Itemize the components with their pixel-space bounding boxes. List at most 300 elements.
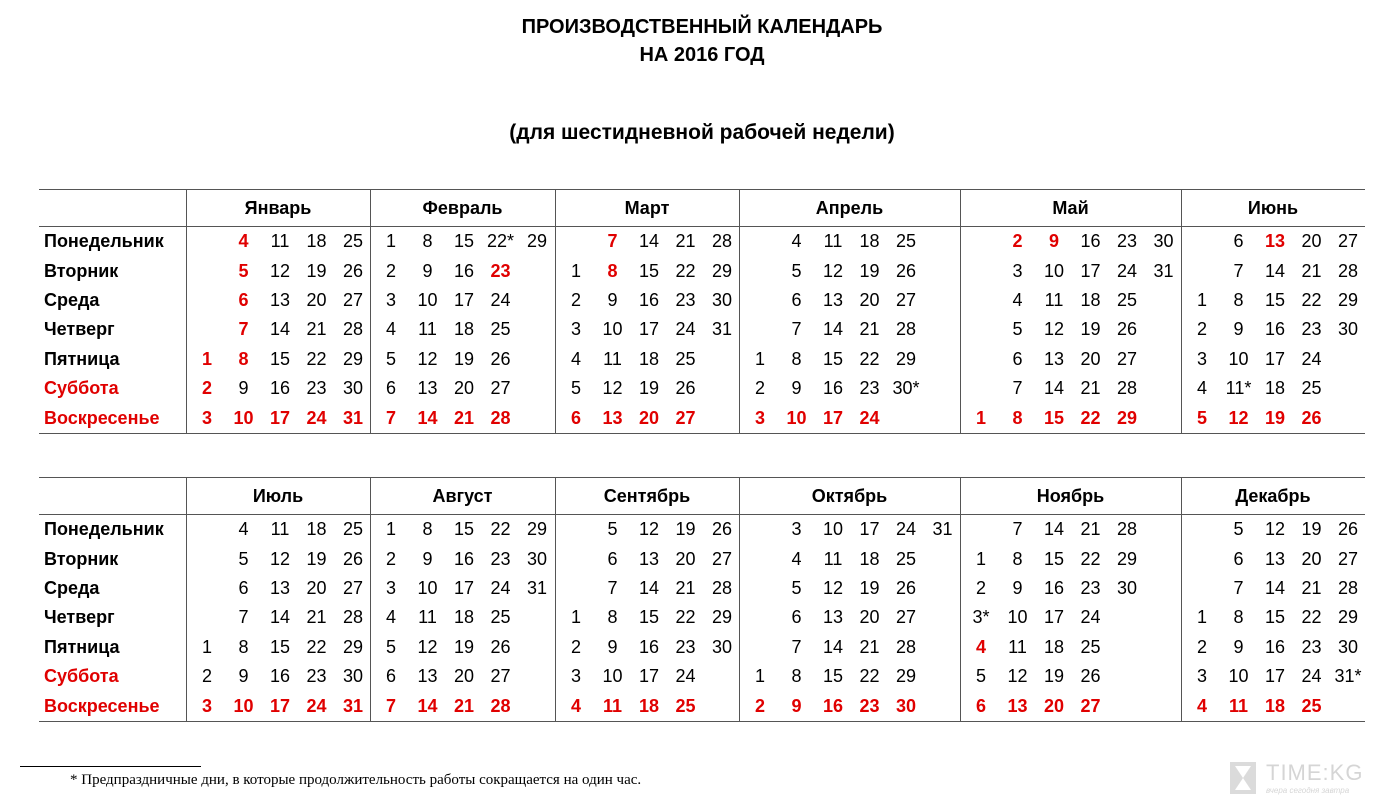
day-number: 28: [1337, 261, 1359, 281]
month-header: Сентябрь: [603, 486, 691, 506]
day-number: 11: [823, 231, 843, 251]
day-number: 30: [342, 666, 364, 686]
day-number: 14: [638, 578, 660, 598]
day-number: 10: [1043, 261, 1065, 281]
day-number: 22: [859, 666, 880, 686]
day-number: 22: [1080, 549, 1101, 569]
day-number: 18: [1043, 637, 1065, 657]
day-number: 8: [791, 666, 802, 686]
day-number: 18: [1264, 378, 1286, 398]
day-number: 5: [238, 261, 249, 281]
day-number: 19: [306, 261, 327, 281]
day-number: 26: [342, 261, 364, 281]
day-number: 11: [418, 319, 437, 339]
day-number: 13: [417, 378, 438, 398]
day-number: 7: [791, 637, 802, 657]
day-number: 19: [1080, 319, 1101, 339]
day-number: 22: [859, 349, 880, 369]
day-number: 11: [1044, 290, 1064, 310]
day-number: 23: [675, 290, 696, 310]
day-number: 18: [859, 231, 880, 251]
day-number: 4: [791, 549, 802, 569]
logo: [1230, 760, 1375, 798]
day-number: 14: [1043, 519, 1065, 539]
day-number: 8: [1233, 607, 1244, 627]
weekday-label: Среда: [44, 290, 100, 310]
day-number: 2: [201, 666, 212, 686]
day-number: 2: [1196, 637, 1207, 657]
weekday-label: Воскресенье: [44, 408, 160, 428]
day-number: 16: [1264, 637, 1286, 657]
day-number: 25: [895, 549, 917, 569]
day-number: 21: [1301, 261, 1322, 281]
day-number: 7: [607, 578, 618, 598]
day-number: 26: [342, 549, 364, 569]
day-number: 12: [1043, 319, 1065, 339]
day-number: 30: [1153, 231, 1174, 251]
day-number: 13: [602, 408, 623, 428]
day-number: 15: [638, 607, 660, 627]
day-number: 31: [526, 578, 548, 598]
page-subtitle: (для шестидневной рабочей недели): [509, 121, 895, 144]
day-number: 1: [975, 549, 986, 569]
day-number: 24: [306, 696, 327, 716]
day-number: 28: [711, 578, 733, 598]
day-number: 22: [306, 349, 327, 369]
day-number: 3: [791, 519, 802, 539]
day-number: 30: [526, 549, 548, 569]
month-header: Февраль: [422, 198, 503, 218]
day-number: 15: [1043, 549, 1065, 569]
day-number: 23: [490, 261, 511, 281]
column-divider: [960, 190, 961, 433]
day-number: 9: [791, 378, 802, 398]
day-number: 12: [417, 637, 438, 657]
day-number: 14: [269, 319, 291, 339]
day-number: 29: [1337, 290, 1359, 310]
day-number: 20: [306, 578, 327, 598]
footnote: * Предпраздничные дни, в которые продолжительность работы сокращается на один час.: [70, 772, 642, 788]
day-number: 30*: [892, 378, 920, 398]
day-number: 4: [570, 349, 581, 369]
day-number: 23: [859, 378, 880, 398]
day-number: 26: [675, 378, 696, 398]
day-number: 28: [342, 607, 364, 627]
day-number: 7: [791, 319, 802, 339]
day-number: 20: [453, 666, 475, 686]
column-divider: [370, 478, 371, 721]
day-number: 29: [1116, 549, 1138, 569]
day-number: 4: [385, 607, 396, 627]
day-number: 27: [1080, 696, 1101, 716]
day-number: 15: [638, 261, 660, 281]
day-number: 5: [791, 261, 802, 281]
day-number: 23: [490, 549, 511, 569]
day-number: 27: [675, 408, 696, 428]
day-number: 31: [342, 696, 364, 716]
day-number: 31: [711, 319, 733, 339]
day-number: 19: [1301, 519, 1322, 539]
day-number: 11: [1228, 696, 1249, 716]
day-number: 26: [895, 578, 917, 598]
column-divider: [555, 478, 556, 721]
day-number: 3: [754, 408, 765, 428]
day-number: 16: [269, 666, 291, 686]
day-number: 1: [570, 607, 581, 627]
day-number: 12: [822, 578, 844, 598]
day-number: 17: [1264, 349, 1286, 369]
day-number: 10: [602, 666, 623, 686]
hourglass-icon: [1230, 762, 1256, 794]
day-number: 13: [638, 549, 660, 569]
day-number: 5: [1233, 519, 1244, 539]
day-number: 11: [603, 349, 622, 369]
month-header: Июль: [252, 486, 304, 506]
day-number: 15: [269, 349, 291, 369]
day-number: 29: [526, 519, 548, 539]
day-number: 6: [1012, 349, 1023, 369]
day-number: 14: [822, 319, 844, 339]
day-number: 22*: [486, 231, 515, 251]
day-number: 30: [1337, 319, 1359, 339]
day-number: 12: [1228, 408, 1249, 428]
day-number: 3*: [972, 607, 990, 627]
day-number: 3: [1196, 349, 1207, 369]
day-number: 14: [1264, 261, 1286, 281]
day-number: 24: [675, 666, 696, 686]
day-number: 4: [238, 231, 249, 251]
day-number: 31: [342, 408, 364, 428]
day-number: 20: [1301, 231, 1322, 251]
day-number: 2: [385, 261, 396, 281]
weekday-label: Среда: [44, 578, 100, 598]
day-number: 6: [791, 290, 802, 310]
day-number: 6: [385, 666, 396, 686]
day-number: 25: [490, 319, 511, 339]
day-number: 19: [306, 549, 327, 569]
day-number: 16: [822, 696, 844, 716]
day-number: 23: [1301, 319, 1322, 339]
day-number: 24: [1301, 666, 1322, 686]
day-number: 11*: [1225, 378, 1252, 398]
day-number: 9: [422, 261, 433, 281]
day-number: 23: [306, 378, 327, 398]
day-number: 7: [1012, 378, 1023, 398]
day-number: 12: [417, 349, 438, 369]
day-number: 18: [306, 231, 327, 251]
day-number: 17: [859, 519, 880, 539]
column-divider: [739, 190, 740, 433]
day-number: 29: [711, 607, 733, 627]
day-number: 28: [490, 696, 511, 716]
day-number: 26: [1337, 519, 1359, 539]
weekday-label: Суббота: [44, 666, 119, 686]
day-number: 21: [1080, 378, 1101, 398]
day-number: 22: [675, 607, 696, 627]
day-number: 19: [453, 637, 475, 657]
day-number: 7: [1233, 578, 1244, 598]
day-number: 24: [490, 290, 511, 310]
day-number: 1: [201, 349, 212, 369]
day-number: 25: [1116, 290, 1138, 310]
day-number: 15: [1264, 290, 1286, 310]
day-number: 23: [1080, 578, 1101, 598]
day-number: 4: [385, 319, 396, 339]
column-divider: [186, 190, 187, 433]
day-number: 20: [859, 290, 880, 310]
month-header: Январь: [244, 198, 312, 218]
day-number: 21: [306, 319, 327, 339]
day-number: 28: [1116, 378, 1138, 398]
day-number: 3: [385, 290, 396, 310]
day-number: 12: [638, 519, 660, 539]
day-number: 30: [711, 290, 733, 310]
day-number: 10: [1228, 666, 1249, 686]
day-number: 20: [306, 290, 327, 310]
day-number: 2: [201, 378, 212, 398]
day-number: 3: [570, 666, 581, 686]
day-number: 6: [1233, 549, 1244, 569]
day-number: 25: [1301, 378, 1322, 398]
day-number: 14: [638, 231, 660, 251]
day-number: 11: [602, 696, 623, 716]
day-number: 10: [1228, 349, 1249, 369]
day-number: 24: [859, 408, 880, 428]
day-number: 13: [1007, 696, 1028, 716]
day-number: 14: [417, 408, 438, 428]
day-number: 28: [490, 408, 511, 428]
day-number: 5: [607, 519, 618, 539]
day-number: 23: [859, 696, 880, 716]
day-number: 20: [1080, 349, 1101, 369]
day-number: 2: [570, 290, 581, 310]
day-number: 27: [342, 290, 364, 310]
day-number: 11: [270, 231, 290, 251]
day-number: 8: [607, 607, 618, 627]
day-number: 27: [895, 607, 917, 627]
day-number: 6: [1233, 231, 1244, 251]
footnote-separator: [20, 766, 201, 767]
day-number: 13: [1264, 231, 1286, 251]
day-number: 8: [238, 637, 249, 657]
day-number: 22: [306, 637, 327, 657]
day-number: 14: [269, 607, 291, 627]
day-number: 19: [859, 578, 880, 598]
day-number: 8: [1233, 290, 1244, 310]
day-number: 10: [417, 578, 438, 598]
day-number: 5: [570, 378, 581, 398]
day-number: 2: [754, 378, 765, 398]
day-number: 13: [417, 666, 438, 686]
day-number: 1: [385, 231, 396, 251]
day-number: 18: [453, 319, 475, 339]
weekday-label: Четверг: [44, 319, 115, 339]
day-number: 15: [453, 231, 475, 251]
day-number: 27: [711, 549, 733, 569]
day-number: 9: [607, 637, 618, 657]
day-number: 8: [1012, 408, 1023, 428]
day-number: 21: [1301, 578, 1322, 598]
day-number: 9: [607, 290, 618, 310]
day-number: 17: [453, 578, 475, 598]
day-number: 21: [675, 578, 696, 598]
day-number: 23: [1301, 637, 1322, 657]
day-number: 21: [1080, 519, 1101, 539]
day-number: 17: [1080, 261, 1101, 281]
day-number: 2: [1196, 319, 1207, 339]
day-number: 10: [822, 519, 844, 539]
day-number: 25: [1080, 637, 1101, 657]
day-number: 21: [453, 696, 475, 716]
weekday-label: Понедельник: [44, 519, 164, 539]
day-number: 9: [1233, 319, 1244, 339]
day-number: 24: [490, 578, 511, 598]
day-number: 4: [791, 231, 802, 251]
day-number: 28: [342, 319, 364, 339]
day-number: 19: [638, 378, 660, 398]
day-number: 23: [675, 637, 696, 657]
day-number: 16: [638, 637, 660, 657]
day-number: 7: [385, 408, 396, 428]
day-number: 28: [895, 319, 917, 339]
day-number: 28: [1116, 519, 1138, 539]
day-number: 21: [306, 607, 327, 627]
day-number: 29: [895, 349, 917, 369]
day-number: 5: [385, 637, 396, 657]
weekday-label: Пятница: [44, 349, 120, 369]
column-divider: [739, 478, 740, 721]
day-number: 30: [1116, 578, 1138, 598]
column-divider: [1181, 478, 1182, 721]
column-divider: [1181, 190, 1182, 433]
day-number: 3: [201, 696, 212, 716]
day-number: 1: [754, 666, 765, 686]
day-number: 16: [453, 549, 475, 569]
day-number: 17: [1264, 666, 1286, 686]
day-number: 24: [1116, 261, 1138, 281]
day-number: 6: [238, 290, 249, 310]
day-number: 22: [675, 261, 696, 281]
day-number: 18: [859, 549, 880, 569]
day-number: 16: [269, 378, 291, 398]
day-number: 11: [418, 607, 437, 627]
day-number: 16: [822, 378, 844, 398]
day-number: 15: [269, 637, 291, 657]
day-number: 20: [453, 378, 475, 398]
day-number: 22: [490, 519, 511, 539]
day-number: 5: [975, 666, 986, 686]
day-number: 2: [1012, 231, 1023, 251]
weekday-label: Воскресенье: [44, 696, 160, 716]
day-number: 24: [895, 519, 917, 539]
day-number: 21: [675, 231, 696, 251]
day-number: 21: [453, 408, 475, 428]
day-number: 20: [859, 607, 880, 627]
day-number: 23: [1116, 231, 1138, 251]
day-number: 9: [422, 549, 433, 569]
day-number: 13: [1264, 549, 1286, 569]
day-number: 18: [1080, 290, 1101, 310]
day-number: 3: [570, 319, 581, 339]
day-number: 1: [201, 637, 212, 657]
day-number: 9: [238, 666, 249, 686]
weekday-label: Четверг: [44, 607, 115, 627]
day-number: 25: [490, 607, 511, 627]
day-number: 8: [607, 261, 618, 281]
weekday-label: Вторник: [44, 261, 119, 281]
day-number: 20: [1301, 549, 1322, 569]
day-number: 1: [385, 519, 396, 539]
day-number: 25: [675, 696, 696, 716]
day-number: 29: [1116, 408, 1138, 428]
day-number: 7: [607, 231, 618, 251]
day-number: 24: [306, 408, 327, 428]
page-title: ПРОИЗВОДСТВЕННЫЙ КАЛЕНДАРЬ: [521, 16, 883, 38]
day-number: 25: [1301, 696, 1322, 716]
day-number: 13: [1043, 349, 1065, 369]
day-number: 4: [975, 637, 986, 657]
month-header: Октябрь: [811, 486, 888, 506]
day-number: 10: [233, 408, 254, 428]
day-number: 2: [754, 696, 765, 716]
day-number: 27: [490, 378, 511, 398]
day-number: 22: [1301, 290, 1322, 310]
day-number: 5: [1196, 408, 1207, 428]
day-number: 1: [975, 408, 986, 428]
day-number: 10: [417, 290, 438, 310]
day-number: 8: [422, 519, 433, 539]
day-number: 17: [269, 696, 291, 716]
day-number: 26: [490, 349, 511, 369]
day-number: 26: [1301, 408, 1322, 428]
day-number: 14: [822, 637, 844, 657]
day-number: 17: [638, 666, 660, 686]
day-number: 4: [1012, 290, 1023, 310]
day-number: 7: [1233, 261, 1244, 281]
calendar-block-first-half: [39, 189, 1365, 434]
day-number: 18: [1264, 696, 1286, 716]
day-number: 17: [1043, 607, 1065, 627]
day-number: 14: [1264, 578, 1286, 598]
day-number: 12: [269, 549, 291, 569]
day-number: 19: [1264, 408, 1286, 428]
day-number: 29: [342, 349, 364, 369]
day-number: 8: [422, 231, 433, 251]
day-number: 24: [1080, 607, 1101, 627]
day-number: 7: [238, 319, 249, 339]
day-number: 9: [238, 378, 249, 398]
day-number: 17: [638, 319, 660, 339]
day-number: 7: [385, 696, 396, 716]
month-header: Июнь: [1247, 198, 1299, 218]
day-number: 16: [1080, 231, 1101, 251]
day-number: 16: [1264, 319, 1286, 339]
column-divider: [186, 478, 187, 721]
day-number: 6: [607, 549, 618, 569]
day-number: 26: [1116, 319, 1138, 339]
day-number: 11: [1008, 637, 1027, 657]
day-number: 29: [895, 666, 917, 686]
day-number: 8: [791, 349, 802, 369]
day-number: 10: [602, 319, 623, 339]
day-number: 6: [975, 696, 986, 716]
day-number: 4: [1196, 378, 1207, 398]
day-number: 26: [895, 261, 917, 281]
day-number: 9: [1233, 637, 1244, 657]
day-number: 17: [453, 290, 475, 310]
day-number: 20: [675, 549, 696, 569]
day-number: 14: [1043, 378, 1065, 398]
